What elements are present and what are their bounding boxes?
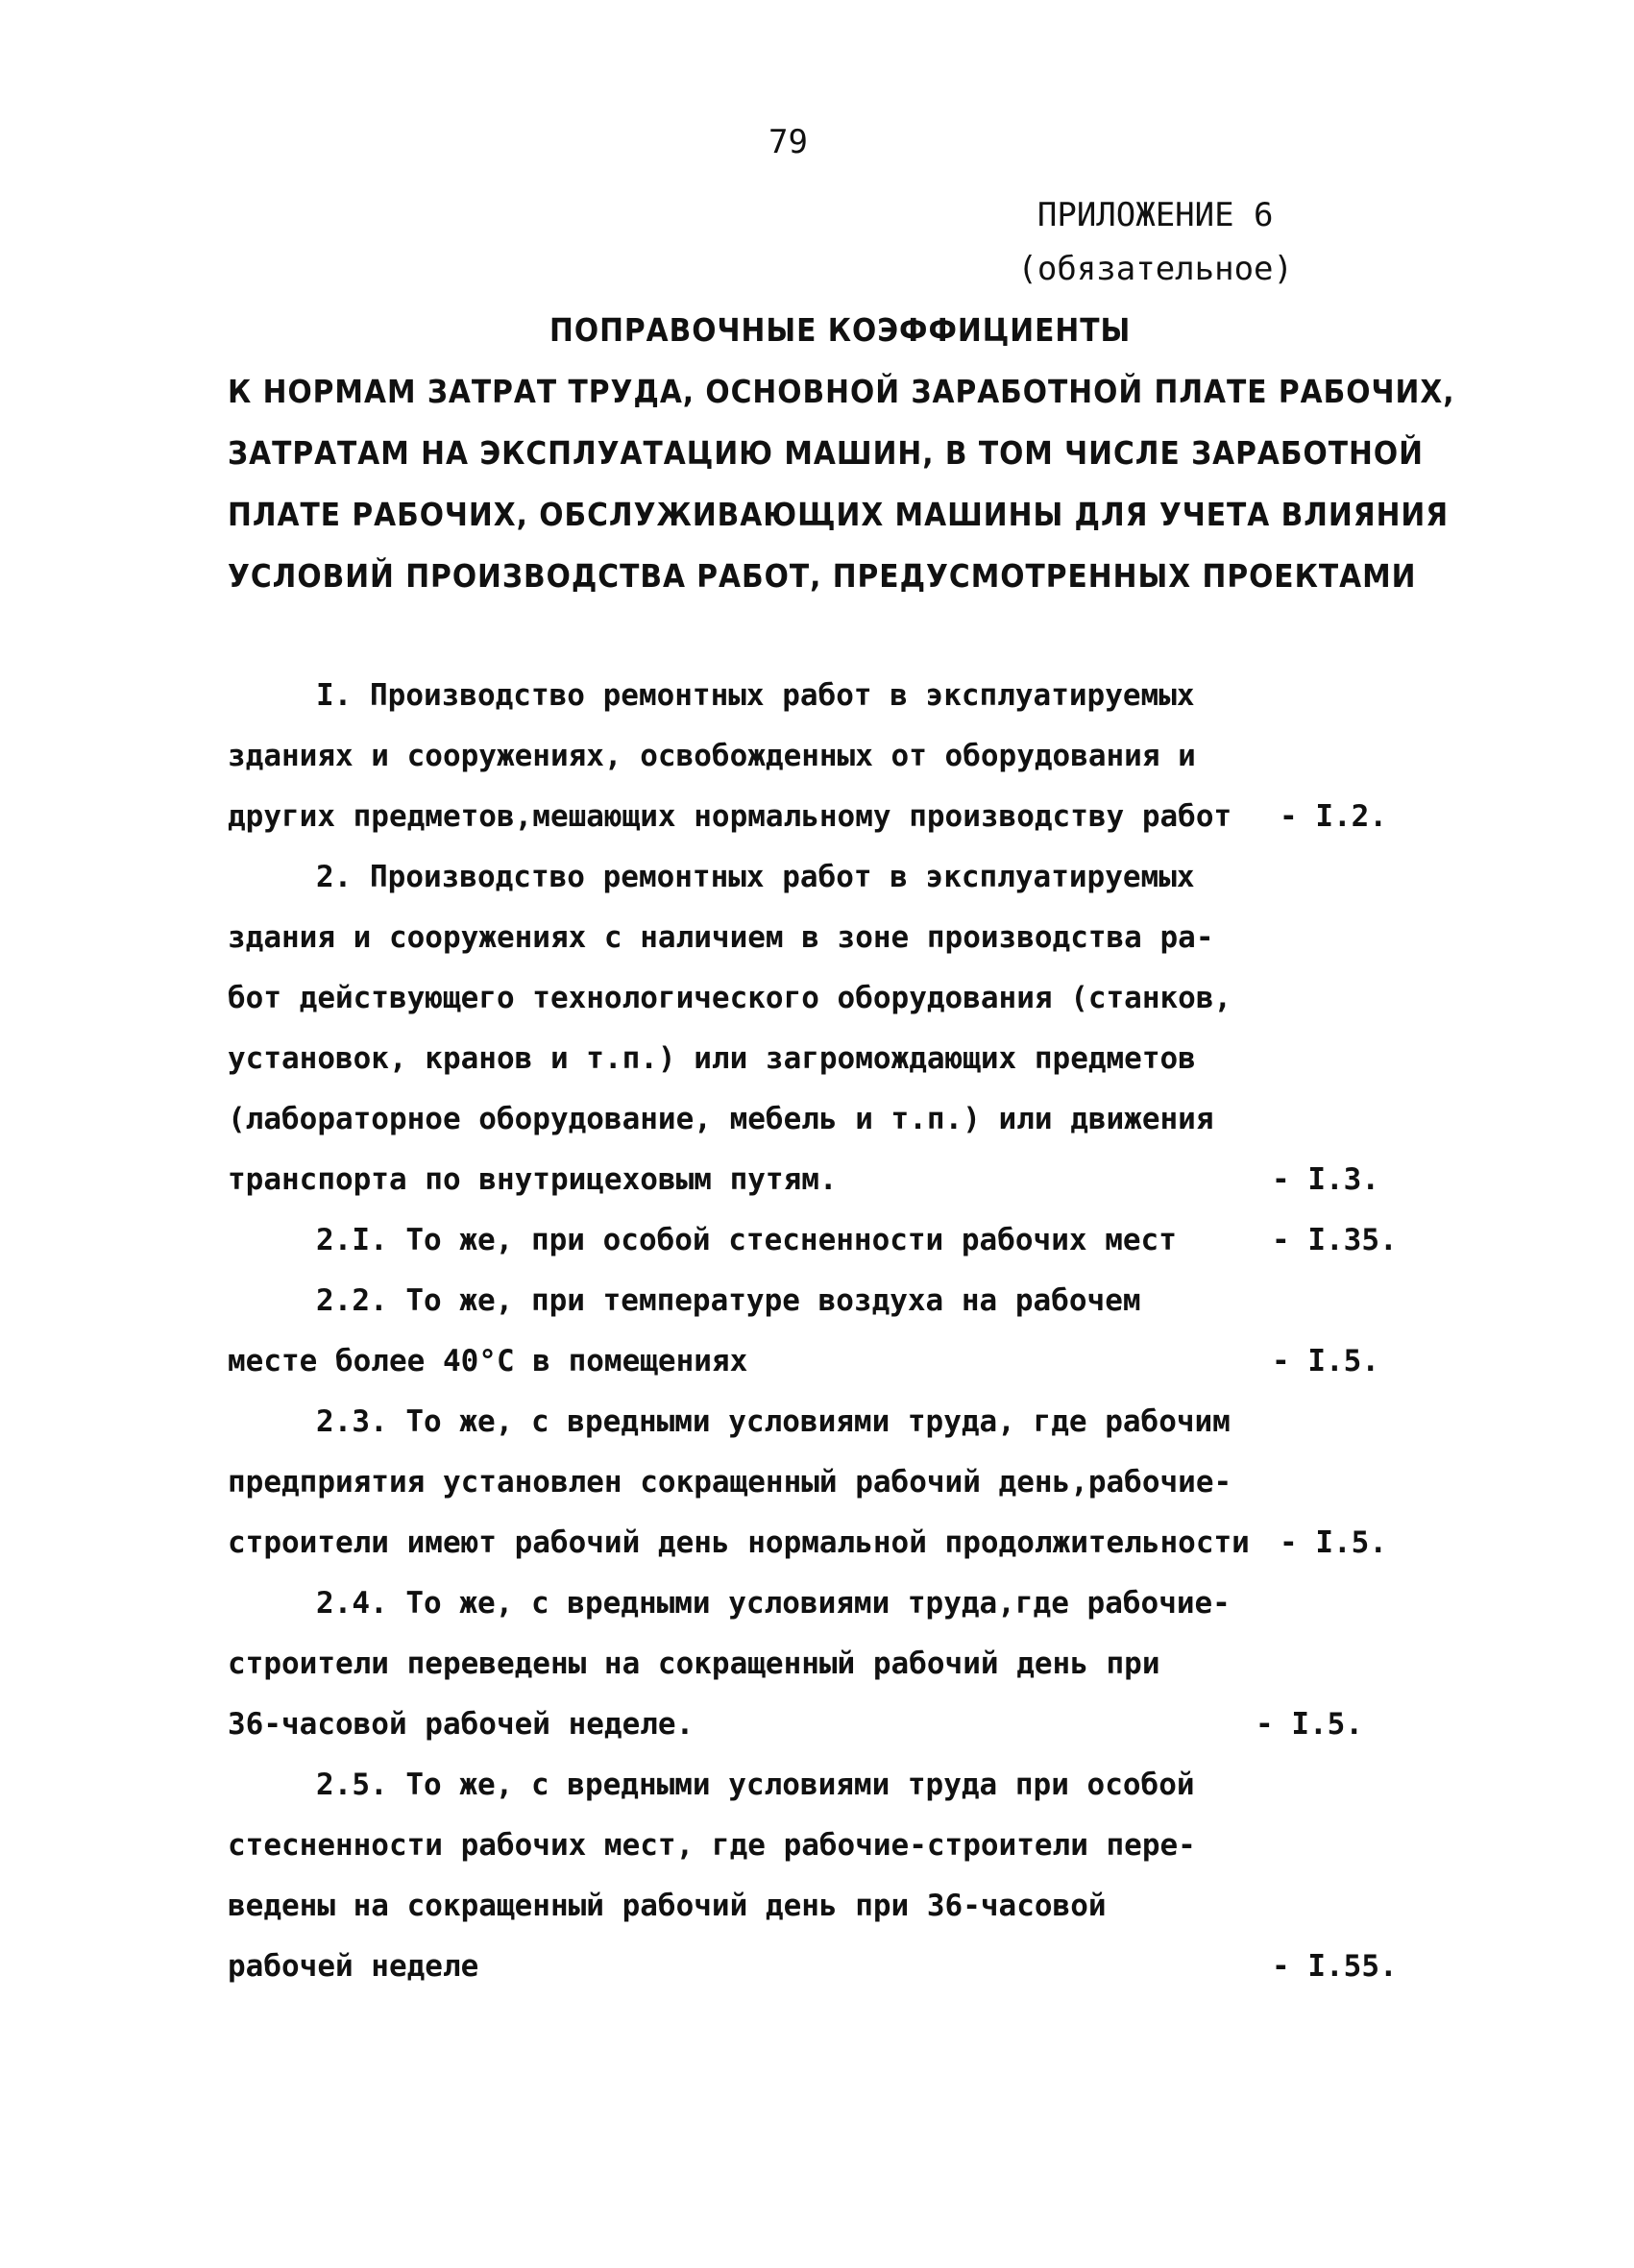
item-text: месте более 40°С в помещениях (228, 1344, 748, 1378)
item-text: транспорта по внутрицеховым путям. (228, 1162, 838, 1197)
coefficient-value: - I.35. (1272, 1223, 1398, 1257)
item-text: (лабораторное оборудование, мебель и т.п.) или движения (228, 1102, 1214, 1136)
item-text: 2.3. То же, с вредными условиями труда, где рабочим (316, 1404, 1231, 1439)
appendix-status: (обязательное) (1017, 250, 1293, 288)
item-text: 2.I. То же, при особой стесненности рабочих мест (316, 1223, 1177, 1257)
item-text: других предметов,мешающих нормальному производству работ (228, 799, 1232, 834)
item-text: предприятия установлен сокращенный рабочий день,рабочие- (228, 1465, 1232, 1500)
item-text: 36-часовой рабочей неделе. (228, 1707, 695, 1742)
title-line: УСЛОВИЙ ПРОИЗВОДСТВА РАБОТ, ПРЕДУСМОТРЕННЫХ ПРОЕКТАМИ (228, 557, 1417, 595)
coefficient-value: - I.2. (1280, 799, 1387, 834)
appendix-label: ПРИЛОЖЕНИЕ 6 (1036, 196, 1274, 234)
title-line: К НОРМАМ ЗАТРАТ ТРУДА, ОСНОВНОЙ ЗАРАБОТНОЙ ПЛАТЕ РАБОЧИХ, (228, 373, 1455, 410)
item-text: 2.2. То же, при температуре воздуха на рабочем (316, 1283, 1141, 1318)
item-text: стесненности рабочих мест, где рабочие-строители пере- (228, 1828, 1196, 1863)
coefficient-value: - I.5. (1272, 1344, 1379, 1378)
page-number: 79 (768, 123, 808, 161)
title-line: ПЛАТЕ РАБОЧИХ, ОБСЛУЖИВАЮЩИХ МАШИНЫ ДЛЯ УЧЕТА ВЛИЯНИЯ (228, 496, 1450, 533)
item-text: зданиях и сооружениях, освобожденных от оборудования и (228, 739, 1196, 773)
appendix-heading (1017, 188, 1293, 296)
item-text: 2. Производство ремонтных работ в эксплуатируемых (316, 860, 1195, 894)
coefficient-value: - I.5. (1280, 1525, 1387, 1560)
item-text: рабочей неделе (228, 1949, 479, 1984)
coefficient-item-2 (228, 847, 1409, 1210)
item-text: установок, кранов и т.п.) или загромождающих предметов (228, 1041, 1196, 1076)
item-text: ведены на сокращенный рабочий день при 36-часовой (228, 1889, 1107, 1923)
item-text: бот действующего технологического оборудования (станков, (228, 981, 1232, 1015)
coefficient-item-1 (228, 666, 1409, 847)
coefficient-item-2-5 (228, 1755, 1409, 1997)
item-text: 2.4. То же, с вредными условиями труда,где рабочие- (316, 1586, 1231, 1621)
coefficient-item-2-4 (228, 1573, 1409, 1755)
coefficient-item-2-3 (228, 1392, 1409, 1573)
title-line: ЗАТРАТАМ НА ЭКСПЛУАТАЦИЮ МАШИН, В ТОМ ЧИСЛЕ ЗАРАБОТНОЙ (228, 434, 1424, 472)
item-text: I. Производство ремонтных работ в эксплуатируемых (316, 678, 1195, 713)
title-line: ПОПРАВОЧНЫЕ КОЭФФИЦИЕНТЫ (549, 311, 1132, 349)
coefficient-value: - I.5. (1256, 1707, 1363, 1742)
item-text: строители переведены на сокращенный рабочий день при (228, 1646, 1160, 1681)
coefficient-list (228, 666, 1409, 1997)
coefficient-value: - I.3. (1272, 1162, 1379, 1197)
coefficient-value: - I.55. (1272, 1949, 1398, 1984)
item-text: строители имеют рабочий день нормальной продолжительности (228, 1525, 1250, 1560)
coefficient-item-2-1 (228, 1210, 1409, 1271)
coefficient-item-2-2 (228, 1271, 1409, 1392)
item-text: здания и сооружениях с наличием в зоне производства ра- (228, 920, 1214, 955)
document-title (228, 300, 1455, 607)
item-text: 2.5. То же, с вредными условиями труда при особой (316, 1768, 1195, 1802)
